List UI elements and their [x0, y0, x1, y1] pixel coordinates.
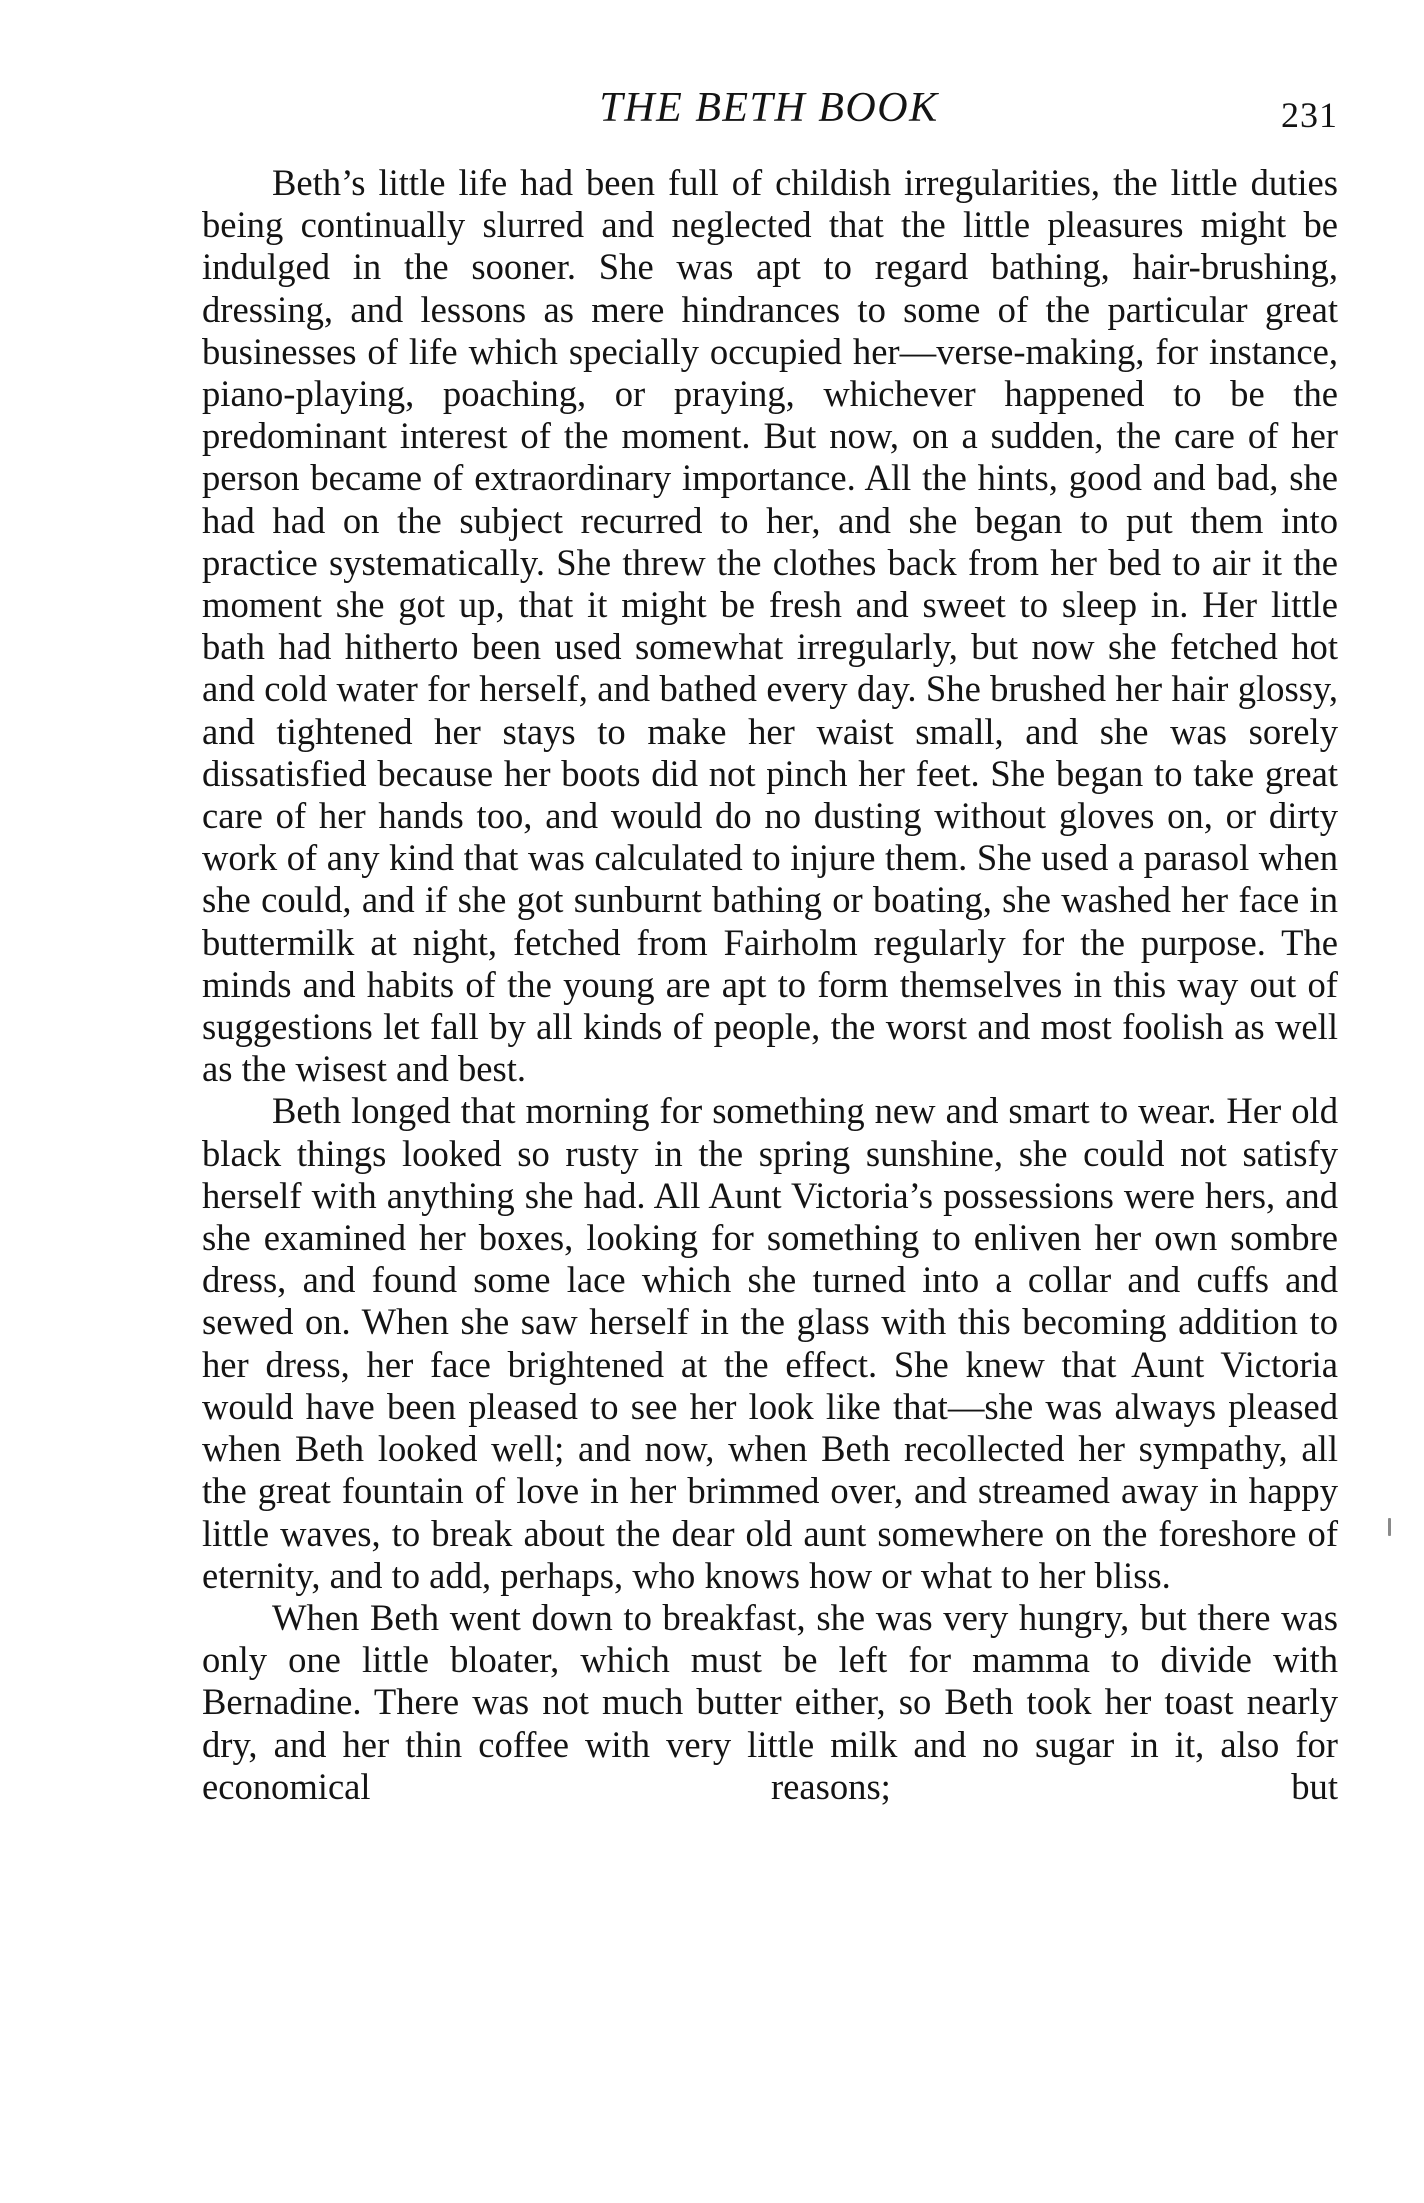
- running-header: [200, 84, 1338, 144]
- paragraph-care-of-person: Beth’s little life had been full of childish irregularities, the little duties being continually slurred and neglected that the little pleasures might be indulged in the sooner. She was apt to regard bathing, hair-brushing, dressing, and lessons as mere hindrances to some of the particular great businesses of life which specially occupied her—verse-making, for instance, piano-playing, poaching, or praying, whichever happened to be the predominant interest of the moment. But now, on a sudden, the care of her person became of extraordinary importance. All the hints, good and bad, she had had on the subject recurred to her, and she began to put them into practice systematically. She threw the clothes back from her bed to air it the moment she got up, that it might be fresh and sweet to sleep in. Her little bath had hitherto been used somewhat irregularly, but now she fetched hot and cold water for herself, and bathed every day. She brushed her hair glossy, and tightened her stays to make her waist small, and she was sorely dissatisfied because her boots did not pinch her feet. She began to take great care of her hands too, and would do no dusting without gloves on, or dirty work of any kind that was calculated to injure them. She used a parasol when she could, and if she got sunburnt bathing or boating, she washed her face in buttermilk at night, fetched from Fairholm regularly for the purpose. The minds and habits of the young are apt to form themselves in this way out of suggestions let fall by all kinds of people, the worst and most foolish as well as the wisest and best.: [202, 162, 1338, 1090]
- paragraph-something-new-to-wear: Beth longed that morning for something new and smart to wear. Her old black things looked so rusty in the spring sunshine, she could not satisfy herself with anything she had. All Aunt Victoria’s possessions were hers, and she examined her boxes, looking for something to enliven her own sombre dress, and found some lace which she turned into a collar and cuffs and sewed on. When she saw herself in the glass with this becoming addition to her dress, her face brightened at the effect. She knew that Aunt Victoria would have been pleased to see her look like that—she was always pleased when Beth looked well; and now, when Beth recollected her sympathy, all the great fountain of love in her brimmed over, and streamed away in happy little waves, to break about the dear old aunt somewhere on the foreshore of eternity, and to add, perhaps, who knows how or what to her bliss.: [202, 1090, 1338, 1596]
- margin-speck: [1388, 1518, 1391, 1536]
- running-title: THE BETH BOOK: [599, 85, 939, 131]
- body-text: [202, 162, 1338, 1808]
- page-number: 231: [1281, 95, 1338, 135]
- paragraph-breakfast: When Beth went down to breakfast, she was very hungry, but there was only one little bloater, which must be left for mamma to divide with Bernadine. There was not much butter either, so Beth took her toast nearly dry, and her thin coffee with very little milk and no sugar in it, also for economical reasons; but: [202, 1596, 1338, 1807]
